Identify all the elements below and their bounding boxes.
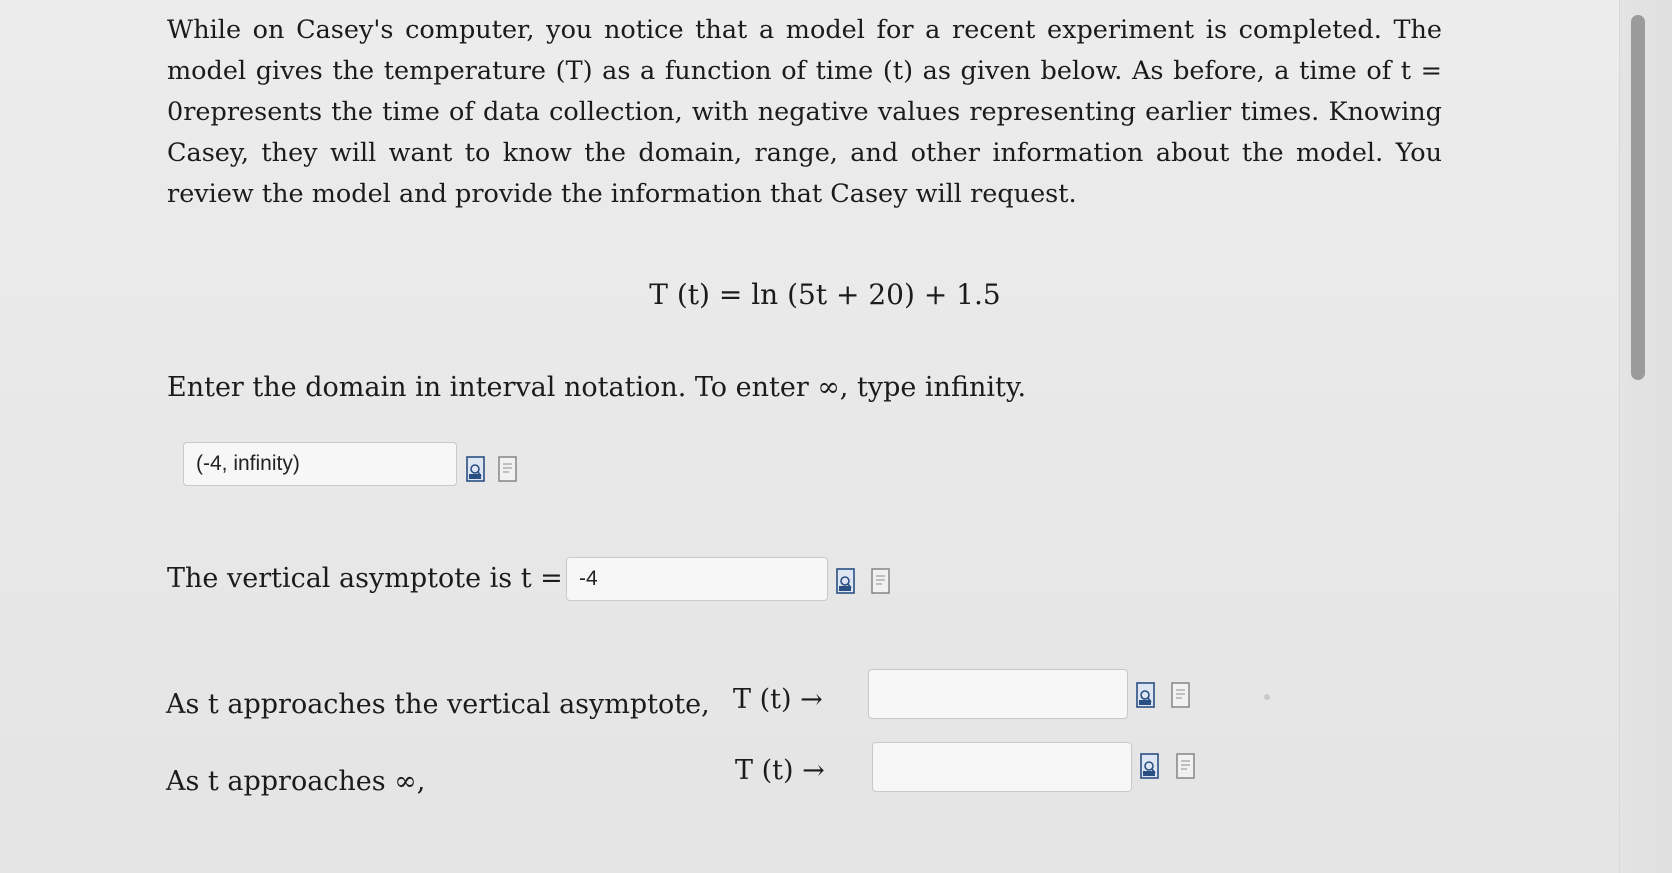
limit2-prompt: As t approaches ∞, [166,766,426,797]
vertical-scrollbar[interactable] [1619,0,1672,873]
limit2-expression: T (t) → [735,755,825,786]
preview-icon[interactable] [1140,753,1159,779]
preview-icon[interactable] [466,456,485,482]
problem-statement: While on Casey's computer, you notice that a model for a recent experiment is completed. The model gives the temperature (T) as a function of time (t) as given below. As before, a time of t = 0represents the time of data collection, with negative values representing earlier times. Knowing Casey, they will want to know the domain, range, and other information about the model. You review the model and provide the information that Casey will request. [167,15,1442,209]
help-document-icon[interactable] [1176,753,1195,779]
limit1-prompt: As t approaches the vertical asymptote, [166,689,710,720]
asymptote-input[interactable]: -4 [566,557,828,601]
help-document-icon[interactable] [871,568,890,594]
domain-input[interactable]: (-4, infinity) [183,442,457,486]
help-document-icon[interactable] [498,456,517,482]
scroll-thumb[interactable] [1631,15,1645,380]
model-equation: T (t) = ln (5t + 20) + 1.5 [649,278,1001,311]
help-document-icon[interactable] [1171,682,1190,708]
asymptote-prompt: The vertical asymptote is t = [167,563,563,594]
preview-icon[interactable] [1136,682,1155,708]
limit2-input[interactable] [872,742,1132,792]
limit1-expression: T (t) → [733,684,823,715]
domain-prompt: Enter the domain in interval notation. To enter ∞, type infinity. [167,372,1027,403]
preview-icon[interactable] [836,568,855,594]
decorative-dot [1264,694,1270,700]
limit1-input[interactable] [868,669,1128,719]
